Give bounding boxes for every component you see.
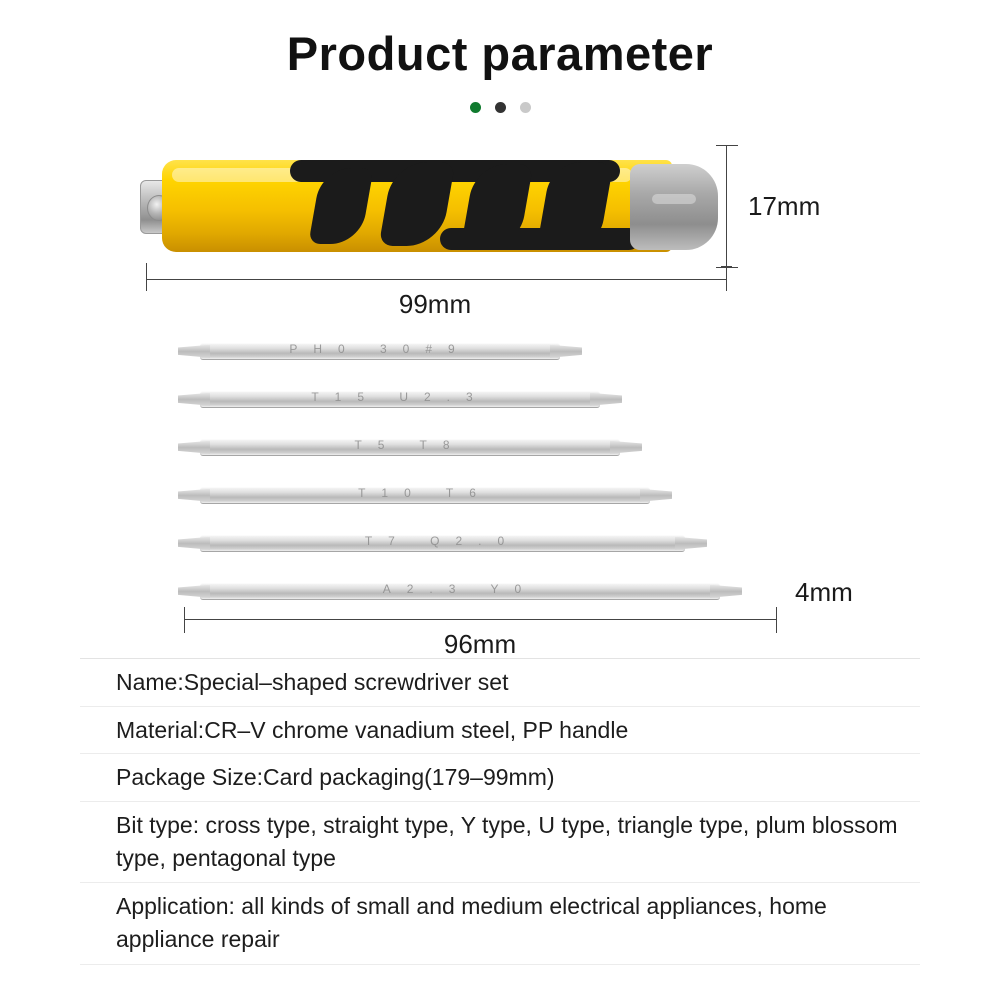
spec-value-name: Special–shaped screwdriver set [183,669,509,695]
spec-table [80,658,920,965]
product-diagram [0,123,1000,659]
dimension-cap-right-99 [726,263,727,291]
dimension-cap-right-96 [776,607,777,633]
handle-grip-stripe-bottom [440,228,640,250]
dimension-cap-left-99 [146,263,147,291]
spec-value-bit-type: cross type, straight type, Y type, U type, triangle type, plum blossom type, pentagonal type [116,811,898,871]
bit-code: T7 Q2.0 [364,533,521,548]
bit-code: PH0 30#9 [289,341,471,356]
spec-label-name: Name: [116,669,184,695]
bit-1 [200,343,560,360]
pagination-dots [0,102,1000,113]
bit-code: T10 T6 [358,485,492,500]
spec-value-application: all kinds of small and medium electrical appliances, home appliance repair [116,893,827,952]
screwdriver-handle-illustration [140,148,720,263]
dot-light[interactable] [520,102,531,113]
bit-6 [200,583,720,600]
bit-thickness-label: 4mm [795,576,853,607]
spec-row-name [80,659,920,707]
spec-row-material [80,707,920,755]
handle-length-label: 99mm [398,288,472,319]
spec-label-material: Material: [116,716,205,743]
bits-illustration [0,319,1000,659]
bit-3 [200,439,620,456]
bit-length-label: 96mm [443,628,517,659]
bit-4 [200,487,650,504]
page-title: Product parameter [286,27,714,80]
spec-label-package-size: Package Size: [116,764,264,791]
bit-code: T15 U2.3 [311,389,489,404]
spec-row-bit-type [80,802,920,883]
dimension-line-bit-length [184,619,776,620]
dot-green[interactable] [470,102,481,113]
dimension-line-length [146,279,726,280]
spec-value-package-size: Card packaging(179–99mm) [263,764,555,791]
spec-label-bit-type: Bit type: [116,811,200,838]
spec-label-application: Application: [116,893,235,920]
handle-end-cap [630,164,718,250]
handle-height-label: 17mm [748,190,821,221]
bit-5 [200,535,685,552]
bit-code: A2.3 Y0 [382,581,538,596]
bit-code: T5 T8 [354,437,466,452]
spec-row-package-size [80,754,920,802]
dimension-tick-bottom [716,267,738,268]
spec-value-material: CR–V chrome vanadium steel, PP handle [204,716,629,743]
dot-dark[interactable] [495,102,506,113]
spec-row-application [80,883,920,964]
dimension-line-height [726,145,727,267]
bit-2 [200,391,600,408]
